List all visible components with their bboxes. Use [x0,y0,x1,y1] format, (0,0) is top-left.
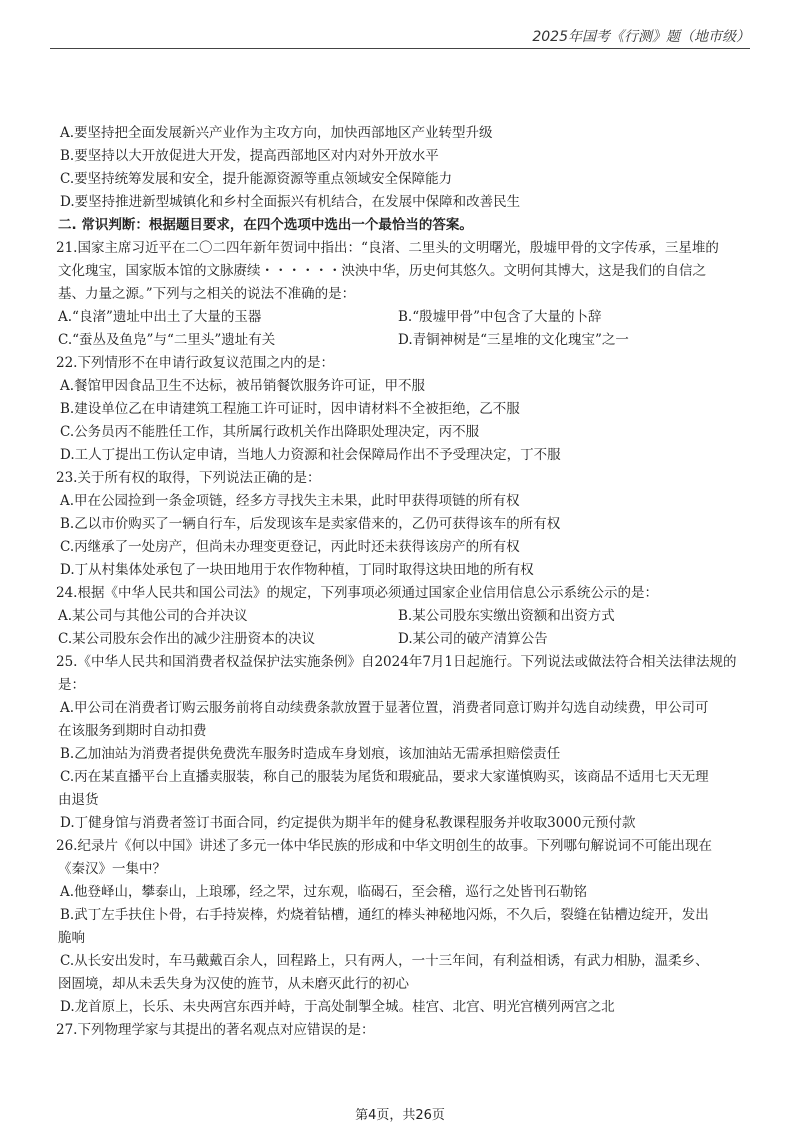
q26-stem-1: 26.纪录片《何以中国》讲述了多元一体中华民族的形成和中华文明创生的故事。下列哪句解说词不可能出现在 [56,838,712,854]
q21-option-c: C.“蚕丛及鱼凫”与“二里头”遗址有关 [58,332,276,348]
prev-option-b: B.要坚持以大开放促进大开发，提高西部地区对内对外开放水平 [60,148,439,164]
q26-option-a: A.他登峄山，攀泰山，上琅琊，经之罘，过东观，临碣石，至会稽，巡行之处皆刊石勒铭 [60,884,588,900]
page-number: 第4页，共26页 [355,1108,445,1123]
q21-stem-3: 基、力量之源。”下列与之相关的说法不准确的是： [58,286,356,302]
q21-option-b: B.“殷墟甲骨”中包含了大量的卜辞 [398,309,602,325]
q25-option-d: D.丁健身馆与消费者签订书面合同，约定提供为期半年的健身私教课程服务并收取3000元预付款 [60,815,636,831]
q22-option-c: C.公务员丙不能胜任工作，其所属行政机关作出降职处理决定，丙不服 [60,424,480,440]
q22-stem: 22.下列情形不在申请行政复议范围之内的是： [56,355,334,371]
q26-stem-2: 《秦汉》一集中？ [58,861,166,877]
q22-option-b: B.建设单位乙在申请建筑工程施工许可证时，因申请材料不全被拒绝，乙不服 [60,401,520,417]
q27-stem: 27.下列物理学家与其提出的著名观点对应错误的是： [56,1022,375,1038]
q25-stem-1: 25.《中华人民共和国消费者权益保护法实施条例》自2024年7月1日起施行。下列说法或做法符合相关法律法规的 [56,654,737,670]
q24-option-c: C.某公司股东会作出的减少注册资本的决议 [58,631,316,647]
q25-option-c-1: C.丙在某直播平台上直播卖服装，称自己的服装为尾货和瑕疵品，要求大家谨慎购买，该商品不适用七天无理 [60,769,709,785]
q25-option-a-1: A.甲公司在消费者订购云服务前将自动续费条款放置于显著位置，消费者同意订购并勾选自动续费，甲公司可 [60,700,709,716]
q26-option-c-1: C.从长安出发时，车马戴戴百余人，回程路上，只有两人，一十三年间，有利益相诱，有武力相胁，温柔乡、 [60,953,709,969]
q23-option-b: B.乙以市价购买了一辆自行车，后发现该车是卖家借来的，乙仍可获得该车的所有权 [60,516,561,532]
q25-option-b: B.乙加油站为消费者提供免费洗车服务时造成车身划痕，该加油站无需承担赔偿责任 [60,746,561,762]
prev-option-d: D.要坚持推进新型城镇化和乡村全面振兴有机结合，在发展中保障和改善民生 [60,194,521,210]
q24-options-row-2 [58,630,756,648]
q25-option-c-2: 由退货 [58,792,99,808]
q24-option-a: A.某公司与其他公司的合并决议 [58,608,248,624]
q26-option-d: D.龙首原上，长乐、未央两宫东西并峙，于高处制掣全城。桂宫、北宫、明光宫横列两宫之北 [60,999,615,1015]
q24-option-d: D.某公司的破产清算公告 [398,631,548,647]
q26-option-b-2: 脆响 [58,930,85,946]
header-rule [50,48,750,49]
q21-stem-2: 文化瑰宝，国家版本馆的文脉赓续・・・・・・泱泱中华，历史何其悠久。文明何其博大，这是我们的自信之 [58,263,706,279]
q21-options-row-2 [58,331,756,349]
header-title: 2025年国考《行测》题（地市级） [532,29,750,45]
q26-option-b-1: B.武丁左手扶住卜骨，右手持炭棒，灼烧着钻槽，通红的棒头神秘地闪烁，不久后，裂缝在钻槽边绽开，发出 [60,907,709,923]
q23-option-a: A.甲在公园捡到一条金项链，经多方寻找失主未果，此时甲获得项链的所有权 [60,493,520,509]
q25-stem-2: 是： [58,677,85,693]
q22-option-a: A.餐馆甲因食品卫生不达标，被吊销餐饮服务许可证，甲不服 [60,378,426,394]
q23-option-c: C.丙继承了一处房产，但尚未办理变更登记，丙此时还未获得该房产的所有权 [60,539,520,555]
q23-stem: 23.关于所有权的取得，下列说法正确的是： [56,470,321,486]
q26-option-c-2: 囹圄境，却从未丢失身为汉使的旌节，从未磨灭此行的初心 [58,976,409,992]
page-content [58,124,756,1044]
q21-option-d: D.青铜神树是“三星堆的文化瑰宝”之一 [398,332,629,348]
q21-option-a: A.“良渚”遗址中出土了大量的玉器 [58,309,262,325]
q22-option-d: D.工人丁提出工伤认定申请，当地人力资源和社会保障局作出不予受理决定，丁不服 [60,447,561,463]
q25-option-a-2: 在该服务到期时自动扣费 [58,723,207,739]
prev-option-c: C.要坚持统筹发展和安全，提升能源资源等重点领域安全保障能力 [60,171,453,187]
q23-option-d: D.丁从村集体处承包了一块田地用于农作物种植，丁同时取得这块田地的所有权 [60,562,534,578]
q21-options-row-1 [58,308,756,326]
q24-option-b: B.某公司股东实缴出资额和出资方式 [398,608,615,624]
section-heading: 二. 常识判断：根据题目要求，在四个选项中选出一个最恰当的答案。 [58,217,473,233]
q24-options-row-1 [58,607,756,625]
q24-stem: 24.根据《中华人民共和国公司法》的规定，下列事项必须通过国家企业信用信息公示系统公示的是： [56,585,658,601]
q21-stem-1: 21.国家主席习近平在二〇二四年新年贺词中指出：“良渚、二里头的文明曙光，殷墟甲骨的文字传承，三星堆的 [56,240,719,256]
prev-option-a: A.要坚持把全面发展新兴产业作为主攻方向，加快西部地区产业转型升级 [60,125,493,141]
